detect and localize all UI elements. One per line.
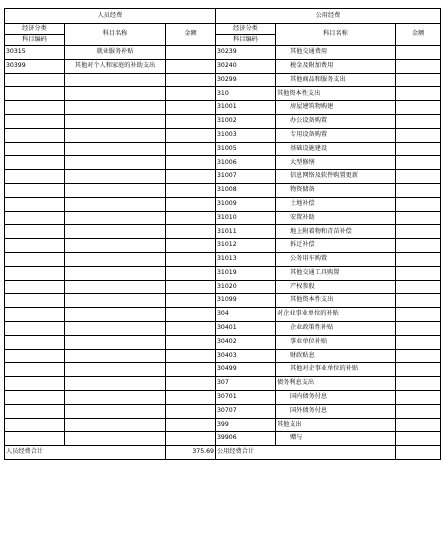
- table-row: [5, 183, 441, 197]
- public-code-cell: 31020: [216, 280, 276, 294]
- public-name-cell: 财政贴息: [276, 349, 396, 363]
- personnel-name-cell: [65, 142, 166, 156]
- personnel-code-cell: [5, 418, 65, 432]
- personnel-amount-cell: [166, 321, 216, 335]
- public-code-cell: 304: [216, 308, 276, 322]
- table-row: [5, 156, 441, 170]
- expense-table: [4, 8, 441, 460]
- personnel-name-cell: [65, 280, 166, 294]
- personnel-name-cell: [65, 73, 166, 87]
- table-row: [5, 418, 441, 432]
- personnel-amount-cell: [166, 377, 216, 391]
- personnel-code-cell: [5, 87, 65, 101]
- public-amount-cell: [396, 308, 441, 322]
- public-code-cell: 31001: [216, 101, 276, 115]
- public-name-cell: 税金及附加费用: [276, 59, 396, 73]
- personnel-code-cell: [5, 156, 65, 170]
- public-amount-cell: [396, 156, 441, 170]
- personnel-amount-cell: [166, 128, 216, 142]
- personnel-code-cell: [5, 377, 65, 391]
- personnel-amount-cell: [166, 349, 216, 363]
- public-code-cell: 39906: [216, 432, 276, 446]
- personnel-code-cell: [5, 294, 65, 308]
- public-code-cell: 31010: [216, 211, 276, 225]
- personnel-name-cell: [65, 377, 166, 391]
- personnel-name-cell: [65, 418, 166, 432]
- personnel-amount-header: 金额: [166, 24, 216, 46]
- table-row: [5, 59, 441, 73]
- public-name-cell: 产权参股: [276, 280, 396, 294]
- personnel-amount-cell: [166, 114, 216, 128]
- public-amount-cell: [396, 280, 441, 294]
- personnel-code-cell: [5, 128, 65, 142]
- table-row: [5, 432, 441, 446]
- public-code-cell: 399: [216, 418, 276, 432]
- public-code-header: 科目编码: [216, 35, 276, 46]
- public-name-cell: 赠与: [276, 432, 396, 446]
- personnel-name-cell: [65, 128, 166, 142]
- personnel-name-cell: [65, 321, 166, 335]
- personnel-total-value: 375.69: [166, 446, 216, 460]
- table-row: [5, 101, 441, 115]
- personnel-code-cell: [5, 349, 65, 363]
- personnel-code-cell: [5, 335, 65, 349]
- public-code-cell: 30239: [216, 46, 276, 60]
- personnel-code-cell: [5, 142, 65, 156]
- public-code-cell: 30499: [216, 363, 276, 377]
- public-name-cell: 拆迁补偿: [276, 239, 396, 253]
- table-row: [5, 266, 441, 280]
- public-amount-cell: [396, 418, 441, 432]
- personnel-code-cell: [5, 308, 65, 322]
- public-name-cell: 其他资本性支出: [276, 87, 396, 101]
- personnel-code-cell: [5, 101, 65, 115]
- personnel-amount-cell: [166, 335, 216, 349]
- personnel-amount-cell: [166, 404, 216, 418]
- public-amount-cell: [396, 349, 441, 363]
- personnel-name-header: 科目名称: [65, 24, 166, 46]
- public-amount-cell: [396, 197, 441, 211]
- personnel-name-cell: [65, 114, 166, 128]
- table-row: [5, 73, 441, 87]
- table-row: [5, 170, 441, 184]
- public-name-cell: 公务用车购置: [276, 252, 396, 266]
- public-code-cell: 30707: [216, 404, 276, 418]
- personnel-code-cell: [5, 73, 65, 87]
- personnel-code-cell: [5, 211, 65, 225]
- public-amount-cell: [396, 321, 441, 335]
- personnel-code-cell: 30399: [5, 59, 65, 73]
- personnel-amount-cell: [166, 432, 216, 446]
- personnel-code-cell: [5, 404, 65, 418]
- public-name-cell: 其他对企事业单位的补贴: [276, 363, 396, 377]
- public-title: 公用经费: [216, 9, 441, 24]
- public-code-cell: 31011: [216, 225, 276, 239]
- table-row: [5, 404, 441, 418]
- personnel-name-cell: [65, 335, 166, 349]
- public-code-cell: 31002: [216, 114, 276, 128]
- public-name-cell: 大型修缮: [276, 156, 396, 170]
- personnel-amount-cell: [166, 87, 216, 101]
- personnel-name-cell: [65, 390, 166, 404]
- public-amount-cell: [396, 390, 441, 404]
- public-code-cell: 31099: [216, 294, 276, 308]
- public-name-cell: 安置补助: [276, 211, 396, 225]
- public-code-cell: 30299: [216, 73, 276, 87]
- personnel-name-cell: [65, 349, 166, 363]
- personnel-amount-cell: [166, 156, 216, 170]
- personnel-code-cell: [5, 225, 65, 239]
- public-name-cell: 其他交通工具购置: [276, 266, 396, 280]
- public-name-cell: 对企业事业单位的补贴: [276, 308, 396, 322]
- public-amount-cell: [396, 225, 441, 239]
- personnel-code-cell: [5, 266, 65, 280]
- personnel-name-cell: [65, 197, 166, 211]
- public-code-cell: 31012: [216, 239, 276, 253]
- personnel-code-cell: [5, 239, 65, 253]
- table-row: [5, 211, 441, 225]
- personnel-amount-cell: [166, 363, 216, 377]
- public-amount-cell: [396, 46, 441, 60]
- personnel-code-cell: [5, 252, 65, 266]
- personnel-amount-cell: [166, 211, 216, 225]
- public-amount-cell: [396, 377, 441, 391]
- public-amount-cell: [396, 211, 441, 225]
- public-amount-cell: [396, 432, 441, 446]
- personnel-amount-cell: [166, 294, 216, 308]
- personnel-amount-cell: [166, 266, 216, 280]
- table-row: [5, 294, 441, 308]
- public-amount-cell: [396, 59, 441, 73]
- table-row: [5, 349, 441, 363]
- public-amount-cell: [396, 128, 441, 142]
- public-amount-cell: [396, 101, 441, 115]
- personnel-code-cell: [5, 321, 65, 335]
- public-name-cell: 房屋建筑物购建: [276, 101, 396, 115]
- table-row: [5, 308, 441, 322]
- personnel-code-cell: [5, 390, 65, 404]
- personnel-code-cell: [5, 197, 65, 211]
- public-name-cell: 土地补偿: [276, 197, 396, 211]
- personnel-name-cell: [65, 252, 166, 266]
- personnel-code-cell: [5, 114, 65, 128]
- public-total-value: [396, 446, 441, 460]
- table-row: [5, 197, 441, 211]
- public-amount-cell: [396, 294, 441, 308]
- public-name-cell: 其他交通费用: [276, 46, 396, 60]
- table-row: [5, 335, 441, 349]
- table-row: [5, 128, 441, 142]
- personnel-amount-cell: [166, 101, 216, 115]
- personnel-amount-cell: [166, 308, 216, 322]
- personnel-amount-cell: [166, 170, 216, 184]
- public-code-cell: 31006: [216, 156, 276, 170]
- personnel-code-cell: [5, 183, 65, 197]
- public-code-cell: 30701: [216, 390, 276, 404]
- public-name-cell: 其他商品和服务支出: [276, 73, 396, 87]
- personnel-name-cell: [65, 266, 166, 280]
- personnel-code-cell: [5, 363, 65, 377]
- personnel-amount-cell: [166, 142, 216, 156]
- public-amount-cell: [396, 142, 441, 156]
- public-code-cell: 307: [216, 377, 276, 391]
- public-amount-cell: [396, 335, 441, 349]
- personnel-title: 人员经费: [5, 9, 216, 24]
- public-code-cell: 31005: [216, 142, 276, 156]
- public-name-cell: 事业单位补贴: [276, 335, 396, 349]
- personnel-code-cell: [5, 170, 65, 184]
- public-code-cell: 31007: [216, 170, 276, 184]
- personnel-amount-cell: [166, 390, 216, 404]
- personnel-name-cell: [65, 211, 166, 225]
- table-row: [5, 363, 441, 377]
- personnel-code-cell: [5, 432, 65, 446]
- public-name-cell: 企业政策性补贴: [276, 321, 396, 335]
- public-name-cell: 国外债务付息: [276, 404, 396, 418]
- public-amount-cell: [396, 363, 441, 377]
- public-amount-cell: [396, 114, 441, 128]
- personnel-name-cell: [65, 308, 166, 322]
- table-row: [5, 252, 441, 266]
- public-amount-cell: [396, 252, 441, 266]
- public-name-cell: 办公设备购置: [276, 114, 396, 128]
- public-code-cell: 30402: [216, 335, 276, 349]
- personnel-name-cell: [65, 170, 166, 184]
- public-amount-cell: [396, 170, 441, 184]
- personnel-code-cell: [5, 280, 65, 294]
- table-row: [5, 239, 441, 253]
- public-amount-cell: [396, 404, 441, 418]
- total-row: [5, 446, 441, 460]
- personnel-name-cell: [65, 87, 166, 101]
- table-row: [5, 390, 441, 404]
- personnel-amount-cell: [166, 59, 216, 73]
- personnel-name-cell: [65, 225, 166, 239]
- table-row: [5, 114, 441, 128]
- public-code-cell: 310: [216, 87, 276, 101]
- public-amount-header: 金额: [396, 24, 441, 46]
- public-code-cell: 31008: [216, 183, 276, 197]
- personnel-amount-cell: [166, 183, 216, 197]
- public-name-cell: 信息网络及软件购置更新: [276, 170, 396, 184]
- personnel-code-cell: 30315: [5, 46, 65, 60]
- public-amount-cell: [396, 87, 441, 101]
- personnel-name-cell: [65, 363, 166, 377]
- personnel-amount-cell: [166, 418, 216, 432]
- table-row: [5, 377, 441, 391]
- personnel-econ-class: 经济分类: [5, 24, 65, 35]
- public-code-cell: 31003: [216, 128, 276, 142]
- personnel-amount-cell: [166, 280, 216, 294]
- personnel-name-cell: [65, 183, 166, 197]
- public-code-cell: 30240: [216, 59, 276, 73]
- personnel-name-cell: [65, 294, 166, 308]
- personnel-amount-cell: [166, 252, 216, 266]
- public-name-cell: 专用设备购置: [276, 128, 396, 142]
- public-total-label: 公用经费合计: [216, 446, 396, 460]
- table-row: [5, 321, 441, 335]
- public-code-cell: 31019: [216, 266, 276, 280]
- personnel-name-cell: [65, 239, 166, 253]
- personnel-amount-cell: [166, 239, 216, 253]
- public-name-cell: 其他支出: [276, 418, 396, 432]
- public-name-cell: 基础设施建设: [276, 142, 396, 156]
- public-name-cell: 国内债务付息: [276, 390, 396, 404]
- table-row: [5, 87, 441, 101]
- public-name-cell: 其他资本性支出: [276, 294, 396, 308]
- personnel-amount-cell: [166, 46, 216, 60]
- public-name-cell: 债务利息支出: [276, 377, 396, 391]
- personnel-total-label: 人员经费合计: [5, 446, 166, 460]
- personnel-name-cell: 就业服务补贴: [65, 46, 166, 60]
- public-econ-class: 经济分类: [216, 24, 276, 35]
- public-amount-cell: [396, 183, 441, 197]
- public-amount-cell: [396, 266, 441, 280]
- public-code-cell: 31013: [216, 252, 276, 266]
- table-row: [5, 46, 441, 60]
- personnel-name-cell: 其他对个人和家庭的补助支出: [65, 59, 166, 73]
- personnel-name-cell: [65, 432, 166, 446]
- public-code-cell: 31009: [216, 197, 276, 211]
- personnel-amount-cell: [166, 197, 216, 211]
- public-name-cell: 物资储备: [276, 183, 396, 197]
- personnel-code-header: 科目编码: [5, 35, 65, 46]
- public-amount-cell: [396, 73, 441, 87]
- table-row: [5, 225, 441, 239]
- public-code-cell: 30401: [216, 321, 276, 335]
- personnel-amount-cell: [166, 225, 216, 239]
- personnel-name-cell: [65, 101, 166, 115]
- personnel-name-cell: [65, 404, 166, 418]
- public-name-header: 科目名称: [276, 24, 396, 46]
- personnel-amount-cell: [166, 73, 216, 87]
- table-row: [5, 142, 441, 156]
- table-row: [5, 280, 441, 294]
- personnel-name-cell: [65, 156, 166, 170]
- public-code-cell: 30403: [216, 349, 276, 363]
- public-name-cell: 地上附着物和青苗补偿: [276, 225, 396, 239]
- public-amount-cell: [396, 239, 441, 253]
